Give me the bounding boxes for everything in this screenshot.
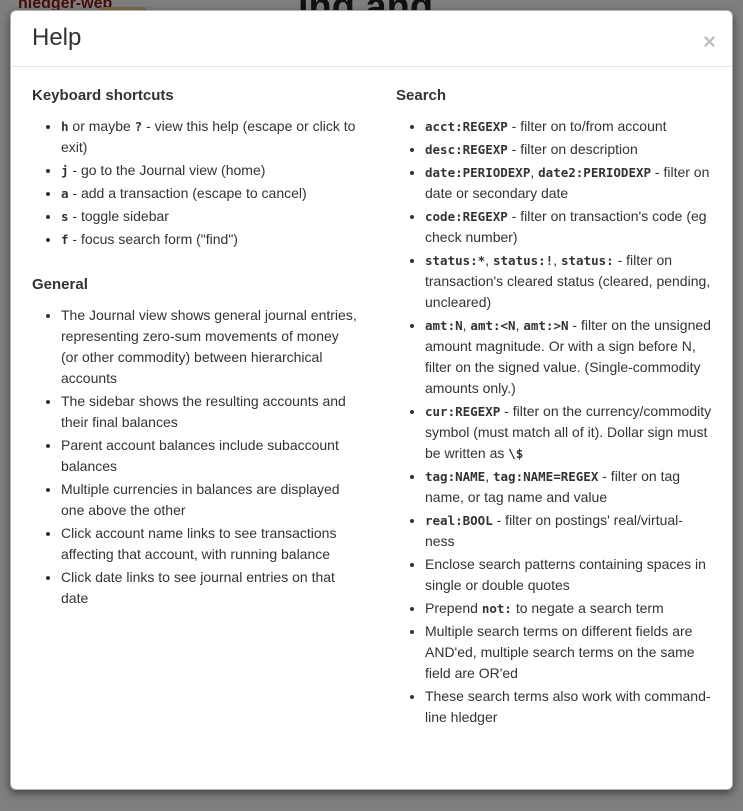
code-span: s (61, 208, 69, 224)
code-span: a (61, 185, 69, 201)
code-span: j (61, 162, 69, 178)
help-modal (10, 10, 733, 790)
close-icon[interactable]: × (703, 29, 716, 54)
code-span: cur:REGEXP (425, 403, 501, 419)
code-span: date2:PERIODEXP (538, 164, 652, 180)
code-span: f (61, 231, 69, 247)
help-list-item: • real:BOOL - filter on postings' real/virtual-ness (425, 510, 712, 552)
code-span: amt:>N (523, 317, 569, 333)
code-span: ? (134, 118, 143, 134)
code-span: tag:NAME=REGEX (493, 468, 599, 484)
code-span: amt:N (425, 317, 463, 333)
help-list-item: • Enclose search patterns containing spaces in single or double quotes (425, 554, 712, 596)
modal-body (11, 67, 732, 744)
section-heading: Search (396, 86, 447, 104)
help-list-item: • status:*, status:!, status: - filter on transaction's cleared status (cleared, pending, uncleared) (425, 250, 712, 313)
section-heading: Keyboard shortcuts (32, 86, 174, 104)
code-span: code:REGEXP (425, 208, 508, 224)
help-list-item: • Multiple search terms on different fields are AND'ed, multiple search terms on the same field are OR'ed (425, 621, 712, 684)
code-span: status:! (493, 252, 554, 268)
help-list-item: • desc:REGEXP - filter on description (425, 139, 712, 160)
help-column-right (372, 87, 712, 738)
help-list-item: • s - toggle sidebar (61, 206, 358, 227)
help-list-item: • acct:REGEXP - filter on to/from account (425, 116, 712, 137)
help-column-left (32, 87, 372, 738)
code-span: amt:<N (470, 317, 516, 333)
help-list-item: • The sidebar shows the resulting accounts and their final balances (61, 391, 358, 433)
code-span: \$ (508, 445, 524, 461)
help-list-item: • tag:NAME, tag:NAME=REGEX - filter on tag name, or tag name and value (425, 466, 712, 508)
help-list-item: • Click account name links to see transactions affecting that account, with running balance (61, 523, 358, 565)
code-span: tag:NAME (425, 468, 486, 484)
modal-header (11, 11, 732, 67)
code-span: date:PERIODEXP (425, 164, 531, 180)
help-list-item: • Click date links to see journal entries on that date (61, 567, 358, 609)
code-span: h (61, 118, 69, 134)
help-list (32, 116, 358, 250)
code-span: not: (481, 600, 512, 616)
help-list-item: • amt:N, amt:<N, amt:>N - filter on the unsigned amount magnitude. Or with a sign before N, filter on the signed value. (Single-commodity amounts only.) (425, 315, 712, 399)
help-list (396, 116, 712, 728)
help-list-item: • Multiple currencies in balances are displayed one above the other (61, 479, 358, 521)
help-list (32, 305, 358, 609)
code-span: desc:REGEXP (425, 141, 508, 157)
code-span: real:BOOL (425, 512, 493, 528)
section-heading: General (32, 275, 88, 293)
help-list-item: • cur:REGEXP - filter on the currency/commodity symbol (must match all of it). Dollar sign must be written as \$ (425, 401, 712, 464)
help-list-item: • h or maybe ? - view this help (escape or click to exit) (61, 116, 358, 158)
help-list-item: • f - focus search form ("find") (61, 229, 358, 250)
code-span: status: (561, 252, 614, 268)
help-list-item: • The Journal view shows general journal entries, representing zero-sum movements of money (or other commodity) between hierarchical accounts (61, 305, 358, 389)
help-list-item: • Prepend not: to negate a search term (425, 598, 712, 619)
code-span: acct:REGEXP (425, 118, 508, 134)
help-list-item: • These search terms also work with command-line hledger (425, 686, 712, 728)
help-list-item: • date:PERIODEXP, date2:PERIODEXP - filter on date or secondary date (425, 162, 712, 204)
help-list-item: • Parent account balances include subaccount balances (61, 435, 358, 477)
code-span: status:* (425, 252, 486, 268)
help-list-item: • code:REGEXP - filter on transaction's code (eg check number) (425, 206, 712, 248)
modal-title: Help (32, 24, 82, 51)
help-list-item: • a - add a transaction (escape to cancel) (61, 183, 358, 204)
help-list-item: • j - go to the Journal view (home) (61, 160, 358, 181)
